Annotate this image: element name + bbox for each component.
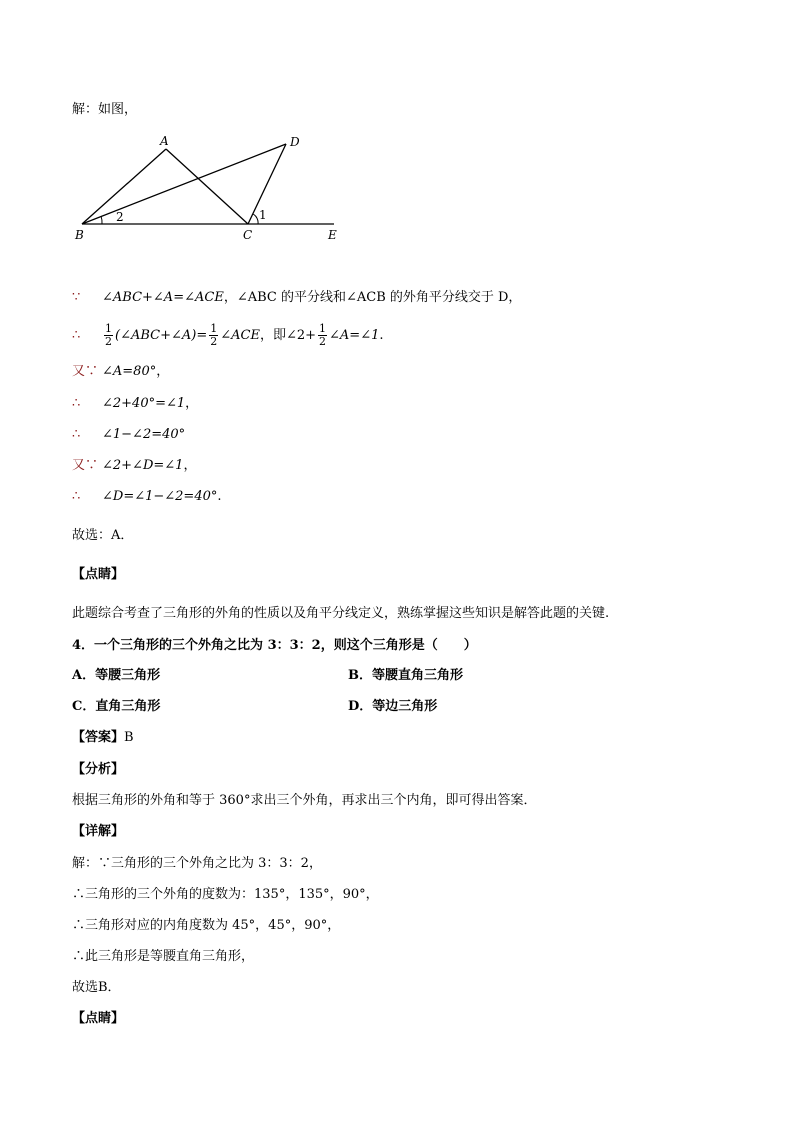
- detail-line-5: 故选B．: [72, 980, 121, 995]
- label-B: B: [75, 228, 84, 242]
- dianjing-text: 此题综合考查了三角形的外角的性质以及角平分线定义，熟练掌握这些知识是解答此题的关键.: [72, 606, 610, 621]
- option-c[interactable]: C．直角三角形: [72, 699, 161, 714]
- step-2-math-c: ∠A=∠1: [329, 328, 380, 343]
- triangle-figure: [72, 133, 352, 245]
- step-3-tail: ，: [156, 364, 170, 379]
- analysis-text: 根据三角形的外角和等于 360°求出三个外角，再求出三个内角，即可得出答案．: [72, 793, 537, 808]
- therefore-symbol: ∴: [72, 396, 81, 411]
- fraction-half-2: $\frac{1}{2}$: [210, 322, 218, 348]
- question-4: 4．一个三角形的三个外角之比为 3：3：2，则这个三角形是（ ）: [72, 638, 477, 653]
- step-6: [72, 457, 196, 475]
- also-because-symbol: 又∵: [72, 364, 99, 379]
- option-a[interactable]: A．等腰三角形: [72, 668, 161, 683]
- detail-line-1: 解：∵三角形的三个外角之比为 3：3：2，: [72, 856, 322, 871]
- answer-label: 【答案】: [72, 730, 125, 745]
- option-b[interactable]: B．等腰直角三角形: [348, 668, 463, 683]
- therefore-symbol: ∴: [72, 427, 81, 442]
- label-angle-1: 1: [259, 208, 267, 222]
- step-7-math: ∠D=∠1−∠2=40°: [102, 489, 218, 504]
- segment-BA: [82, 149, 166, 224]
- detail-line-2: ∴三角形的三个外角的度数为：135°，135°，90°，: [72, 887, 379, 902]
- answer-line: [72, 729, 134, 747]
- option-row-1: [72, 667, 672, 685]
- step-5: [72, 426, 185, 444]
- step-2-tail: .: [379, 328, 384, 343]
- answer-value: B: [124, 730, 134, 745]
- solution-intro: 解：如图，: [72, 102, 138, 117]
- step-4: [72, 395, 198, 413]
- fraction-half-1: $\frac{1}{2}$: [105, 322, 112, 348]
- step-2-math-a: (∠ABC+∠A)=: [115, 328, 208, 343]
- detail-label: 【详解】: [72, 824, 125, 839]
- analysis-label: 【分析】: [72, 762, 125, 777]
- step-2-text-mid: ，即∠2+: [259, 328, 317, 343]
- option-row-2: [72, 698, 672, 716]
- step-2: [72, 322, 384, 350]
- step-7-tail: .: [217, 489, 222, 504]
- therefore-symbol: ∴: [72, 328, 81, 343]
- step-5-math: ∠1−∠2=40°: [102, 427, 186, 442]
- angle-2-arc: [101, 216, 102, 224]
- conclusion: 故选：A．: [72, 528, 134, 543]
- fraction-half-3: $\frac{1}{2}$: [319, 322, 327, 348]
- step-6-tail: ，: [183, 458, 197, 473]
- step-2-math-b: ∠ACE: [220, 328, 260, 343]
- also-because-symbol: 又∵: [72, 458, 99, 473]
- therefore-symbol: ∴: [72, 489, 81, 504]
- label-D: D: [290, 135, 300, 149]
- label-angle-2: 2: [116, 210, 124, 224]
- step-4-tail: ，: [185, 396, 199, 411]
- option-d[interactable]: D．等边三角形: [348, 699, 438, 714]
- label-A: A: [160, 134, 169, 148]
- detail-line-4: ∴此三角形是等腰直角三角形，: [72, 949, 255, 964]
- step-1: [72, 289, 521, 307]
- angle-1-arc: [253, 214, 258, 224]
- step-7: [72, 488, 222, 506]
- step-1-text: ，∠ABC 的平分线和∠ACB 的外角平分线交于 D，: [223, 290, 522, 305]
- step-1-math: ∠ABC+∠A=∠ACE: [102, 290, 224, 305]
- step-3-math: ∠A=80°: [102, 364, 157, 379]
- detail-line-3: ∴三角形对应的内角度数为 45°，45°，90°，: [72, 918, 341, 933]
- step-6-math: ∠2+∠D=∠1: [102, 458, 184, 473]
- because-symbol: ∵: [72, 290, 81, 305]
- label-E: E: [328, 228, 337, 242]
- segment-BD: [82, 144, 286, 224]
- dianjing-label-2: 【点睛】: [72, 1011, 125, 1026]
- label-C: C: [243, 228, 253, 242]
- step-3: [72, 363, 169, 381]
- dianjing-label: 【点睛】: [72, 567, 125, 582]
- step-4-math: ∠2+40°=∠1: [102, 396, 186, 411]
